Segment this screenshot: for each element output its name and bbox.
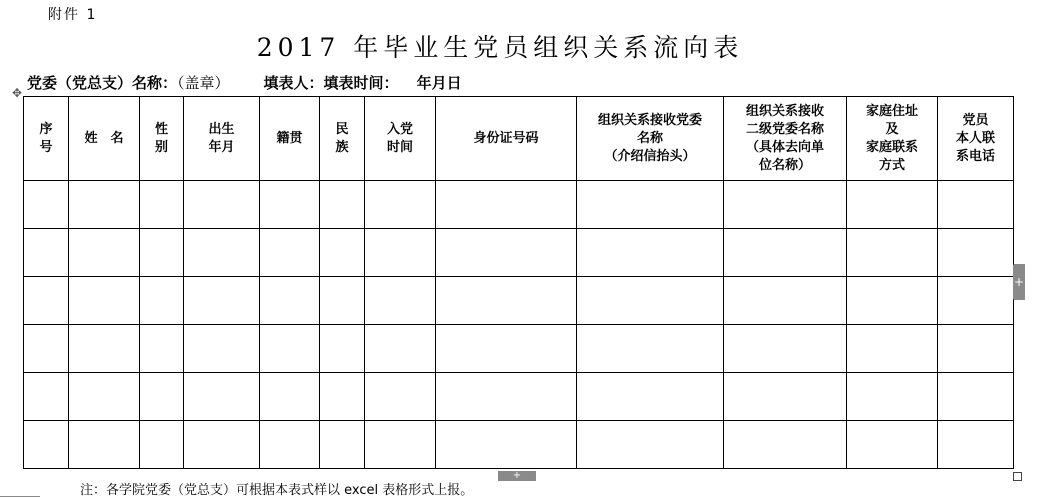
column-header: [938, 97, 1014, 181]
column-header-line: 性: [154, 121, 168, 137]
column-header-line: 组织关系接收党委: [597, 112, 702, 128]
table-cell[interactable]: [184, 421, 260, 469]
table-cell[interactable]: [847, 277, 938, 325]
table-cell[interactable]: [140, 421, 184, 469]
table-cell[interactable]: [577, 373, 724, 421]
table-cell[interactable]: [847, 181, 938, 229]
column-header-line: 及: [885, 121, 899, 137]
table-cell[interactable]: [724, 229, 847, 277]
page-edge-marker: [0, 496, 40, 497]
column-header-line: 姓 名: [84, 130, 124, 146]
table-cell[interactable]: [260, 181, 320, 229]
table-cell[interactable]: [724, 325, 847, 373]
table-cell[interactable]: [140, 181, 184, 229]
column-header-line: 号: [39, 139, 53, 155]
column-header-line: 家庭联系: [865, 139, 918, 155]
column-header-line: 身份证号码: [473, 130, 539, 146]
table-cell[interactable]: [140, 277, 184, 325]
table-cell[interactable]: [260, 325, 320, 373]
date-placeholder: 年月日: [416, 74, 462, 92]
column-header-line: （介绍信抬头）: [604, 148, 696, 164]
table-cell[interactable]: [24, 229, 69, 277]
column-header-line: 序: [39, 121, 53, 137]
table-cell[interactable]: [724, 181, 847, 229]
table-cell[interactable]: [320, 373, 365, 421]
column-header-line: 本人联: [955, 130, 995, 146]
column-header: [184, 97, 260, 181]
column-header-line: 民: [335, 121, 349, 137]
table-cell[interactable]: [577, 181, 724, 229]
column-header-line: 二级党委名称: [745, 121, 824, 137]
table-cell[interactable]: [184, 181, 260, 229]
table-cell[interactable]: [365, 181, 436, 229]
table-row: [24, 277, 1014, 325]
table-row: [24, 229, 1014, 277]
table-cell[interactable]: [260, 373, 320, 421]
column-header-line: 别: [154, 139, 168, 155]
table-cell[interactable]: [69, 229, 140, 277]
table-cell[interactable]: [320, 181, 365, 229]
column-header-line: 出生: [208, 121, 235, 137]
column-header: [724, 97, 847, 181]
table-cell[interactable]: [847, 325, 938, 373]
table-cell[interactable]: [320, 325, 365, 373]
table-cell[interactable]: [577, 229, 724, 277]
column-header: [365, 97, 436, 181]
fill-time-label: 填表时间：: [323, 74, 399, 92]
table-cell[interactable]: [938, 325, 1014, 373]
column-header-line: 名称: [636, 130, 663, 146]
table-cell[interactable]: [184, 373, 260, 421]
header-row: [24, 97, 1014, 181]
column-header-line: 位名称）: [758, 157, 811, 173]
table-cell[interactable]: [938, 421, 1014, 469]
table-cell[interactable]: [365, 421, 436, 469]
table-cell[interactable]: [184, 325, 260, 373]
column-header-line: 族: [335, 139, 349, 155]
resize-handle-icon[interactable]: [1013, 472, 1022, 481]
table-cell[interactable]: [320, 421, 365, 469]
table-cell[interactable]: [260, 229, 320, 277]
table-cell[interactable]: [24, 421, 69, 469]
column-header-line: 组织关系接收: [745, 103, 824, 119]
table-cell[interactable]: [577, 421, 724, 469]
add-column-button[interactable]: [1013, 264, 1025, 300]
table-cell[interactable]: [436, 181, 577, 229]
table-cell[interactable]: [69, 325, 140, 373]
table-cell[interactable]: [365, 277, 436, 325]
table-cell[interactable]: [24, 181, 69, 229]
form-meta-line: [27, 72, 462, 93]
column-header-line: 系电话: [955, 148, 995, 164]
column-header-line: 年月: [208, 139, 235, 155]
table-cell[interactable]: [938, 277, 1014, 325]
table-cell[interactable]: [184, 229, 260, 277]
table-cell[interactable]: [69, 181, 140, 229]
column-header: [320, 97, 365, 181]
add-row-button[interactable]: [498, 471, 536, 481]
table-cell[interactable]: [365, 373, 436, 421]
table-cell[interactable]: [847, 373, 938, 421]
table-cell[interactable]: [724, 373, 847, 421]
table-cell[interactable]: [938, 229, 1014, 277]
filler-label: 填表人：: [263, 74, 324, 92]
footnote: 注：各学院党委（党总支）可根据本表式样以 excel 表格形式上报。: [80, 483, 474, 498]
column-header: [577, 97, 724, 181]
table-cell[interactable]: [140, 229, 184, 277]
table-cell[interactable]: [260, 421, 320, 469]
table-cell[interactable]: [260, 277, 320, 325]
table-cell[interactable]: [577, 277, 724, 325]
table-cell[interactable]: [724, 277, 847, 325]
table-cell[interactable]: [938, 181, 1014, 229]
table-cell[interactable]: [724, 421, 847, 469]
column-header-line: （具体去向单: [745, 139, 824, 155]
column-header: [436, 97, 577, 181]
column-header-line: 方式: [878, 157, 905, 173]
table-cell[interactable]: [69, 277, 140, 325]
table-row: [24, 421, 1014, 469]
table-cell[interactable]: [320, 277, 365, 325]
table-row: [24, 325, 1014, 373]
table-cell[interactable]: [436, 325, 577, 373]
move-handle-icon[interactable]: ✥: [11, 86, 23, 100]
page-title: 2017 年毕业生党员组织关系流向表: [256, 33, 744, 62]
table-cell[interactable]: [69, 373, 140, 421]
column-header-line: 时间: [386, 139, 413, 155]
column-header: [24, 97, 69, 181]
table-cell[interactable]: [938, 373, 1014, 421]
table-cell[interactable]: [436, 277, 577, 325]
table-cell[interactable]: [365, 325, 436, 373]
attachment-label: 附件 1: [48, 7, 98, 23]
column-header-line: 党员: [962, 112, 989, 128]
table-cell[interactable]: [847, 421, 938, 469]
table-cell[interactable]: [24, 325, 69, 373]
column-header-line: 家庭住址: [865, 103, 918, 119]
table-cell[interactable]: [436, 421, 577, 469]
table-cell[interactable]: [184, 277, 260, 325]
transfer-table: [23, 96, 1014, 469]
plus-icon: +: [1013, 275, 1025, 289]
table-row: [24, 181, 1014, 229]
table-cell[interactable]: [24, 277, 69, 325]
table-cell[interactable]: [140, 325, 184, 373]
table-cell[interactable]: [577, 325, 724, 373]
table-cell[interactable]: [436, 229, 577, 277]
table-cell[interactable]: [140, 373, 184, 421]
table-cell[interactable]: [24, 373, 69, 421]
column-header-line: 籍贯: [276, 130, 303, 146]
column-header: [847, 97, 938, 181]
column-header: [69, 97, 140, 181]
table-cell[interactable]: [436, 373, 577, 421]
table-cell[interactable]: [365, 229, 436, 277]
table-cell[interactable]: [847, 229, 938, 277]
committee-label: 党委（党总支）名称：: [27, 74, 178, 92]
stamp-label: （盖章）: [177, 74, 230, 92]
column-header: [260, 97, 320, 181]
column-header: [140, 97, 184, 181]
column-header-line: 入党: [386, 121, 413, 137]
table-cell[interactable]: [69, 421, 140, 469]
table-cell[interactable]: [320, 229, 365, 277]
table-row: [24, 373, 1014, 421]
plus-icon: +: [512, 470, 522, 481]
